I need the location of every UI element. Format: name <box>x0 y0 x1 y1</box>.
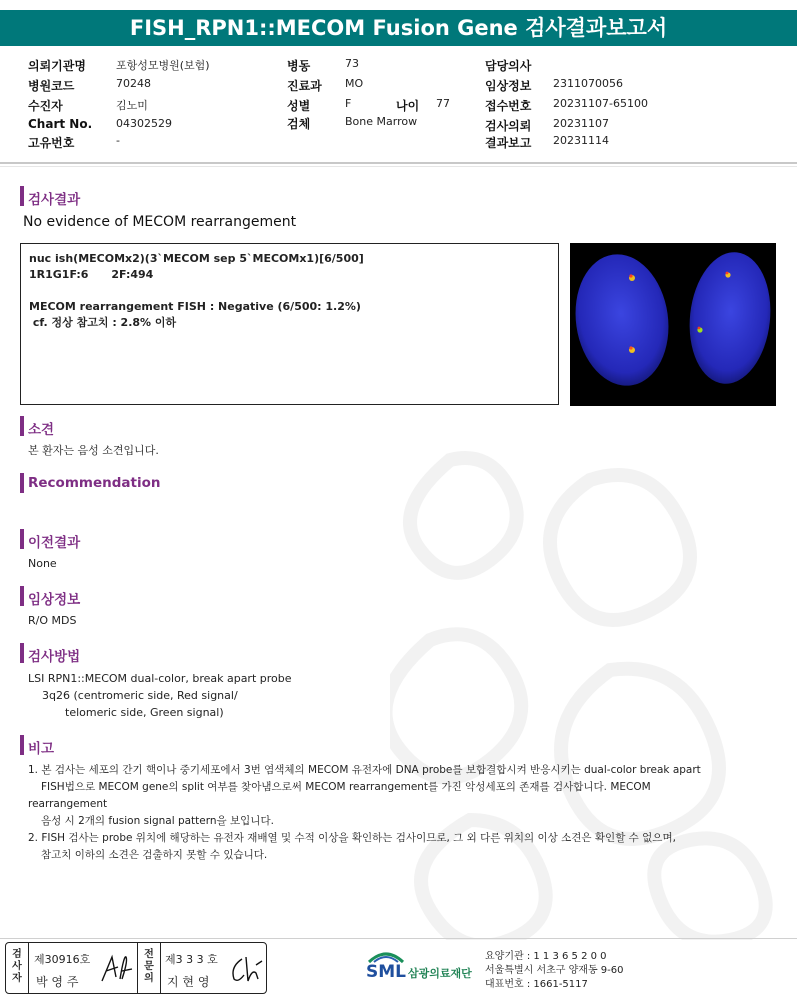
label-specimen: 검체 <box>287 117 311 131</box>
label-requesting-institution: 의뢰기관명 <box>28 59 86 73</box>
note-line: 2. FISH 검사는 probe 위치에 해당하는 유전자 재배열 및 수적 이상을 확인하는 검사이므로, 그 외 다른 위치의 이상 소견은 확인할 수 없으며, <box>28 832 676 844</box>
org-institution-code: 요양기관 : 1 1 3 6 5 2 0 0 <box>485 951 607 962</box>
label-unique-id: 고유번호 <box>28 136 75 150</box>
section-title-previous: 이전결과 <box>28 535 81 551</box>
label-request-date: 검사의뢰 <box>485 119 532 133</box>
result-detail-box <box>20 243 559 405</box>
value-age: 77 <box>436 97 450 110</box>
value-request-date: 20231107 <box>553 117 609 130</box>
section-marker <box>20 643 24 663</box>
value-clinical-info: 2311070056 <box>553 77 623 90</box>
reviewer-name: 지 현 영 <box>167 975 210 989</box>
org-name: 삼광의료재단 <box>408 967 472 980</box>
section-marker <box>20 529 24 549</box>
reviewer-label: 전문의 <box>144 949 154 984</box>
label-ward: 병동 <box>287 59 311 73</box>
result-line: nuc ish(MECOMx2)(3`MECOM sep 5`MECOMx1)[6/500] <box>29 252 364 265</box>
label-age: 나이 <box>396 99 420 113</box>
note-line: FISH법으로 MECOM gene의 split 여부를 찾아냄으로써 MECOM rearrangement를 가진 악성세포의 존재를 검사합니다. MECOM <box>41 781 651 793</box>
org-abbr: SML <box>366 962 406 982</box>
method-line: 3q26 (centromeric side, Red signal/ <box>42 689 238 702</box>
findings-text: 본 환자는 음성 소견입니다. <box>28 444 159 457</box>
label-sex: 성별 <box>287 99 311 113</box>
note-line: 참고치 이하의 소견은 검출하지 못할 수 있습니다. <box>41 849 268 861</box>
value-receipt-no: 20231107-65100 <box>553 97 648 110</box>
note-line: rearrangement <box>28 798 108 810</box>
org-address-block <box>485 950 624 992</box>
org-phone: 대표번호 : 1661-5117 <box>485 979 588 990</box>
method-line: LSI RPN1::MECOM dual-color, break apart probe <box>28 672 292 685</box>
inspector-name: 박 영 주 <box>36 975 79 989</box>
inspector-label-cell <box>6 943 29 993</box>
value-patient-name: 김노미 <box>116 99 148 112</box>
inspector-label: 검사자 <box>12 949 22 984</box>
patient-info <box>0 0 797 160</box>
section-title-method: 검사방법 <box>28 649 81 665</box>
value-unique-id: - <box>116 134 120 147</box>
section-title-findings: 소견 <box>28 422 55 438</box>
note-line: 1. 본 검사는 세포의 간기 핵이나 중기세포에서 3번 염색체의 MECOM 유전자에 DNA probe를 보합결합시켜 반응시키는 dual-color break apart <box>28 764 701 776</box>
value-specimen: Bone Marrow <box>345 115 418 128</box>
note-line: 음성 시 2개의 fusion signal pattern을 보입니다. <box>41 815 274 827</box>
watermark-pattern <box>390 440 797 940</box>
result-line: MECOM rearrangement FISH : Negative (6/500: 1.2%) <box>29 300 361 313</box>
fish-microscopy-image <box>570 243 776 406</box>
inspector-signature-icon <box>98 951 134 987</box>
info-divider <box>0 162 797 164</box>
footer-divider <box>0 938 797 939</box>
value-sex: F <box>345 97 352 110</box>
report-title: FISH_RPN1::MECOM Fusion Gene 검사결과보고서 <box>0 10 797 46</box>
reviewer-label-cell <box>137 943 161 993</box>
reviewer-signature-icon <box>226 953 264 987</box>
label-report-date: 결과보고 <box>485 136 532 150</box>
previous-text: None <box>28 557 57 570</box>
result-summary: No evidence of MECOM rearrangement <box>23 214 297 230</box>
label-hospital-code: 병원코드 <box>28 79 75 93</box>
value-ward: 73 <box>345 57 359 70</box>
value-department: MO <box>345 77 364 90</box>
result-line: cf. 정상 참고치 : 2.8% 이하 <box>29 316 177 329</box>
value-requesting-institution: 포항성모병원(보험) <box>116 59 210 72</box>
label-patient-name: 수진자 <box>28 99 63 113</box>
label-chart-no: Chart No. <box>28 117 93 131</box>
section-title-clinical: 임상정보 <box>28 592 81 608</box>
value-hospital-code: 70248 <box>116 77 151 90</box>
section-marker <box>20 473 24 493</box>
result-line: 1R1G1F:6 2F:494 <box>29 268 154 281</box>
method-line: telomeric side, Green signal) <box>65 706 224 719</box>
section-marker <box>20 186 24 206</box>
signature-box <box>5 942 267 994</box>
info-divider-light <box>0 166 797 167</box>
notes-block <box>28 762 778 864</box>
section-title-notes: 비고 <box>28 741 55 757</box>
section-marker <box>20 416 24 436</box>
org-address: 서울특별시 서초구 양재동 9-60 <box>485 965 624 976</box>
value-chart-no: 04302529 <box>116 117 172 130</box>
section-title-recommendation: Recommendation <box>28 475 161 491</box>
label-receipt-no: 접수번호 <box>485 99 532 113</box>
label-clinical-info: 임상정보 <box>485 79 532 93</box>
label-department: 진료과 <box>287 79 322 93</box>
inspector-license: 제30916호 <box>34 953 91 966</box>
section-marker <box>20 586 24 606</box>
section-title-result: 검사결과 <box>28 192 81 208</box>
section-marker <box>20 735 24 755</box>
value-report-date: 20231114 <box>553 134 609 147</box>
result-line <box>29 283 550 299</box>
label-attending-physician: 담당의사 <box>485 59 532 73</box>
clinical-text: R/O MDS <box>28 614 77 627</box>
reviewer-license: 제3 3 3 호 <box>165 953 218 966</box>
fish-cells-graphic <box>570 243 776 406</box>
